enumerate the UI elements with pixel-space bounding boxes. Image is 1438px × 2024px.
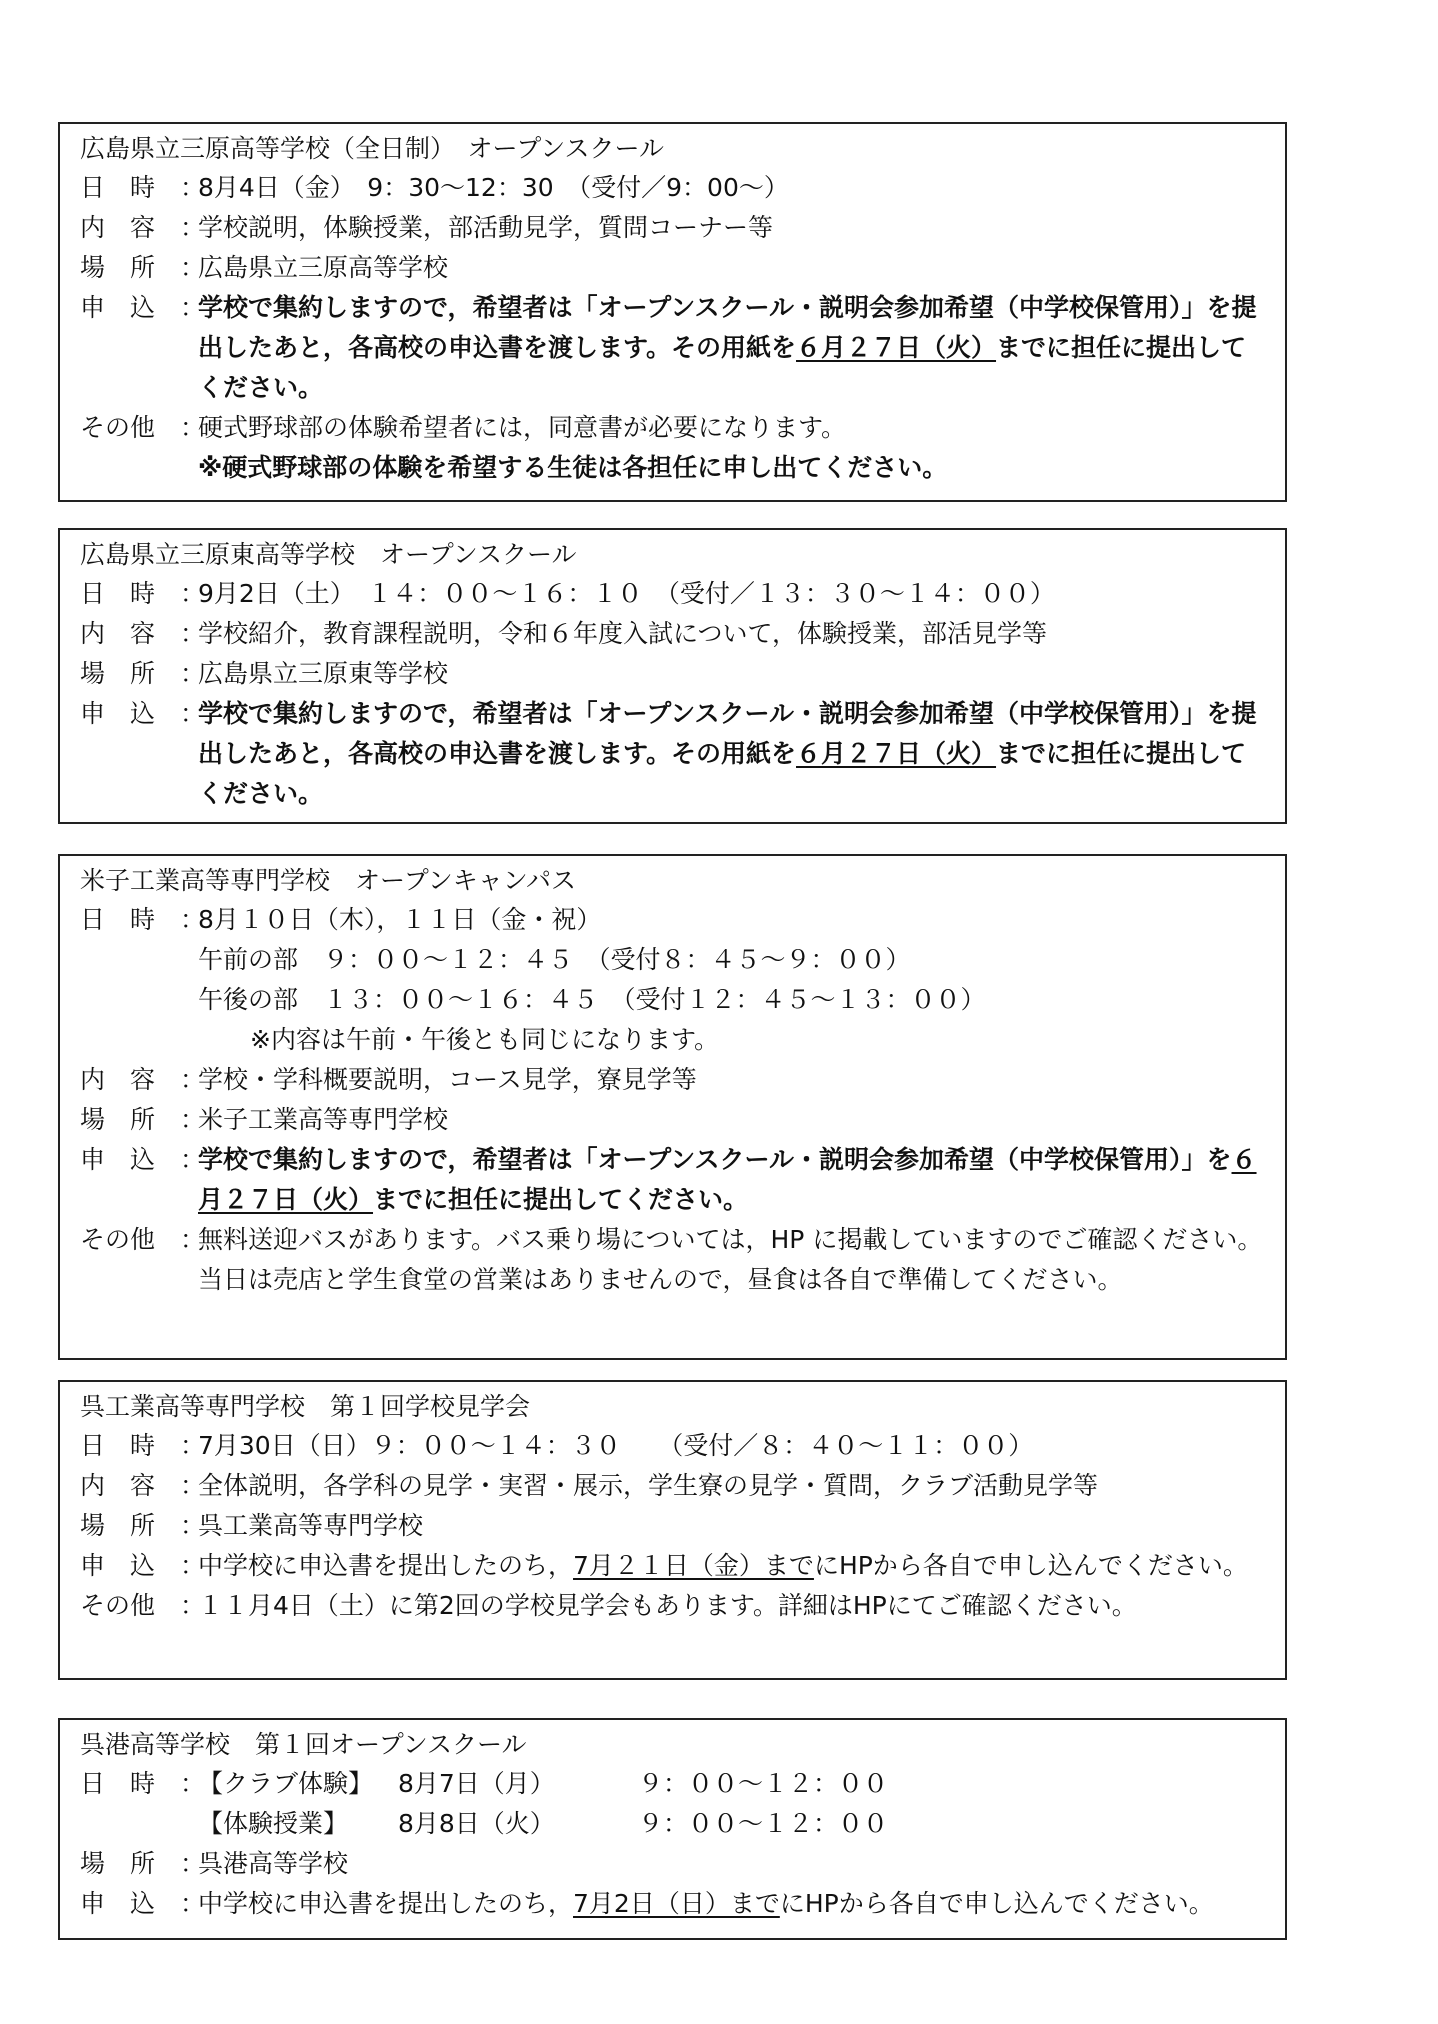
row-content: 内 容 ： 学校説明，体験授業，部活動見学，質問コーナー等 (80, 213, 774, 242)
row-application: 申 込 ： 中学校に申込書を提出したのち，7月2日（日）までにHPから各自で申し込んでください。 (80, 1889, 1214, 1918)
row-application: 申 込 ： 学校で集約しますので，希望者は「オープンスクール・説明会参加希望（中学校保管用）」を提出したあと，各高校の申込書を渡します。その用紙を６月２７日（火）までに担任に提出してください。 (80, 699, 1257, 808)
row-place: 場 所 ： 広島県立三原高等学校 (80, 253, 449, 282)
event-box-mihara-higashi (58, 528, 1287, 824)
row-application: 申 込 ： 中学校に申込書を提出したのち，7月２１日（金）までにHPから各自で申し込んでください。 (80, 1551, 1248, 1580)
event-title: 米子工業高等専門学校 オープンキャンパス (80, 866, 577, 895)
row-content: 内 容 ： 学校紹介，教育課程説明，令和６年度入試について，体験授業，部活見学等 (80, 619, 1048, 648)
event-box-yonago (58, 854, 1287, 1360)
session-pm: 午後の部 １３：００～１６：４５ （受付１２：４５～１３：００） (198, 985, 986, 1014)
row-datetime: 日 時 ： 【クラブ体験】 8月7日（月） ９：００～１２：００ (80, 1769, 889, 1798)
deadline-date: ６月２７日（火） (198, 1145, 1257, 1214)
row-application: 申 込 ： 学校で集約しますので，希望者は「オープンスクール・説明会参加希望（中学校保管用）」を６月２７日（火）までに担任に提出してください。 (80, 1145, 1257, 1214)
row-other: その他 ： １１月4日（土）に第2回の学校見学会もあります。詳細はHPにてご確認ください。 (80, 1591, 1137, 1620)
row-other: その他 ： 硬式野球部の体験希望者には，同意書が必要になります。 (80, 413, 847, 442)
row-place: 場 所 ： 呉工業高等専門学校 (80, 1511, 424, 1540)
row-content: 内 容 ： 学校・学科概要説明，コース見学，寮見学等 (80, 1065, 697, 1094)
deadline-date: 7月2日（日）まで (573, 1889, 780, 1918)
row-content: 内 容 ： 全体説明，各学科の見学・実習・展示，学生寮の見学・質問，クラブ活動見学等 (80, 1471, 1099, 1500)
row-datetime: 日 時 ： 7月30日（日）９：００～１４：３０ （受付／８：４０～１１：００） (80, 1431, 1034, 1460)
event-box-mihara (58, 122, 1287, 502)
row-place: 場 所 ： 広島県立三原東等学校 (80, 659, 449, 688)
session-note: ※内容は午前・午後とも同じになります。 (250, 1025, 719, 1054)
event-box-kure-kosen (58, 1380, 1287, 1680)
row-place: 場 所 ： 呉港高等学校 (80, 1849, 349, 1878)
deadline-date: ６月２７日（火） (796, 333, 997, 362)
other-note: 当日は売店と学生食堂の営業はありませんので，昼食は各自で準備してください。 (198, 1265, 1123, 1294)
row-datetime: 日 時 ： 9月2日（土） １４：００～１６：１０ （受付／１３：３０～１４：００） (80, 579, 1055, 608)
row-datetime: 日 時 ： 8月4日（金） 9：30～12：30 （受付／9：00～） (80, 173, 789, 202)
deadline-date: ６月２７日（火） (796, 739, 997, 768)
deadline-date: 7月２１日（金）まで (573, 1551, 814, 1580)
row-other: その他 ： 無料送迎バスがあります。バス乗り場については，HP に掲載していますのでご確認ください。 (80, 1225, 1263, 1254)
row-place: 場 所 ： 米子工業高等専門学校 (80, 1105, 449, 1134)
row-application: 申 込 ： 学校で集約しますので，希望者は「オープンスクール・説明会参加希望（中学校保管用）」を提出したあと，各高校の申込書を渡します。その用紙を６月２７日（火）までに担任に提出してください。 (80, 293, 1257, 402)
event-title: 呉港高等学校 第１回オープンスクール (80, 1730, 527, 1759)
session-row2: 【体験授業】 8月8日（火） ９：００～１２：００ (198, 1809, 889, 1838)
session-am: 午前の部 ９：００～１２：４５ （受付８：４５～９：００） (198, 945, 911, 974)
event-title: 広島県立三原高等学校（全日制） オープンスクール (80, 134, 665, 163)
row-datetime: 日 時 ： 8月１０日（木），１１日（金・祝） (80, 905, 602, 934)
event-title: 呉工業高等専門学校 第１回学校見学会 (80, 1392, 531, 1421)
event-box-kureko (58, 1718, 1287, 1940)
other-note: ※硬式野球部の体験を希望する生徒は各担任に申し出てください。 (198, 453, 948, 482)
event-title: 広島県立三原東高等学校 オープンスクール (80, 540, 577, 569)
